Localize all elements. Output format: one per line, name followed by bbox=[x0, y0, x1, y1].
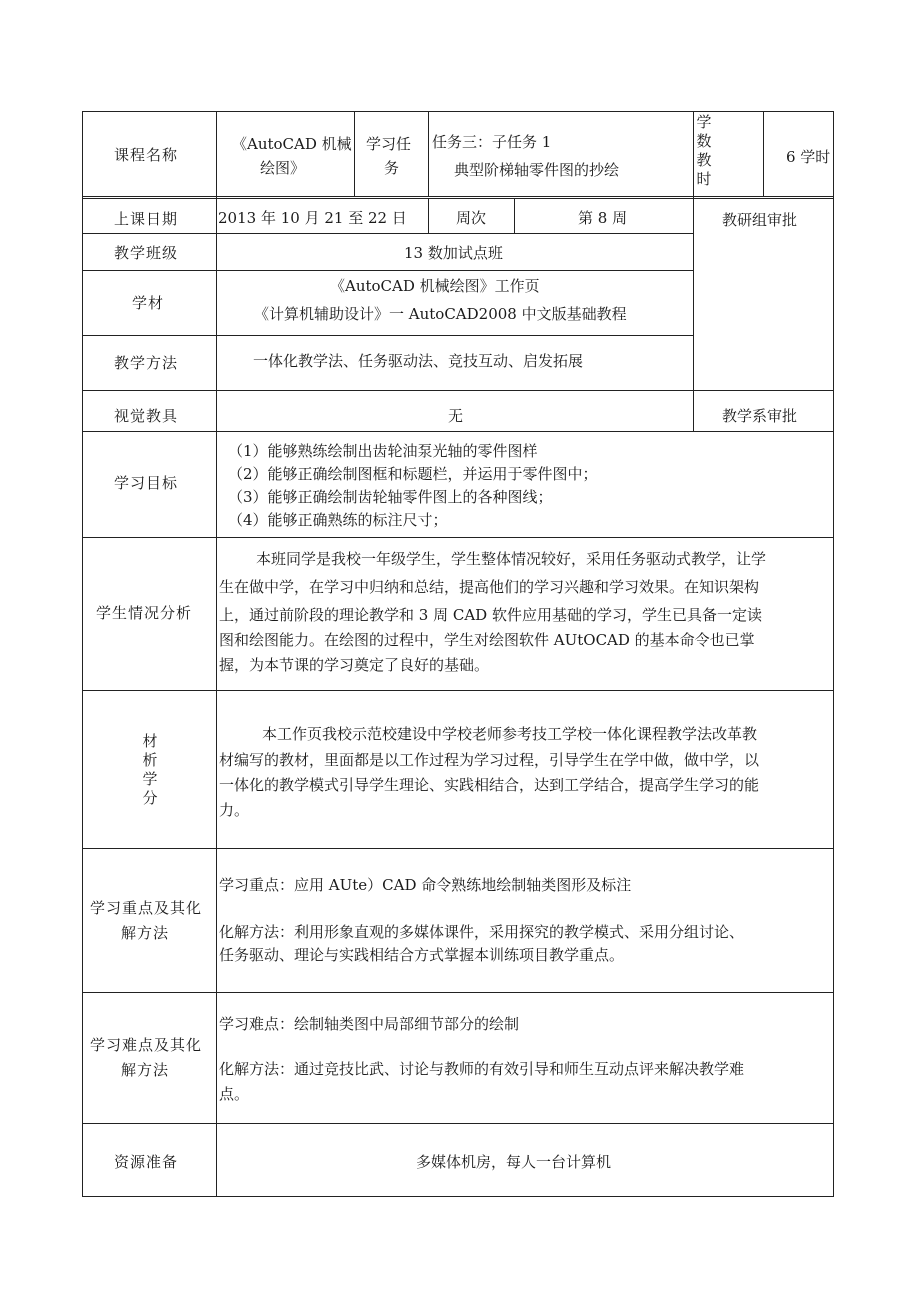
material-analysis-label: 材 析 学 分 bbox=[142, 732, 158, 807]
student-analysis-line: 本班同学是我校一年级学生，学生整体情况较好，采用任务驱动式教学，让学 bbox=[256, 550, 767, 568]
rule bbox=[82, 848, 834, 849]
hours-value: 6 学时 bbox=[786, 148, 831, 166]
material-analysis-line: 材编写的教材，里面都是以工作过程为学习过程，引导学生在学中做，做中学，以 bbox=[219, 751, 760, 769]
rule bbox=[82, 1196, 834, 1197]
material-label: 学材 bbox=[132, 294, 165, 312]
rule bbox=[833, 111, 834, 1197]
course-name-line1: 《AutoCAD 机械 bbox=[232, 135, 352, 153]
keypoint-method-line2: 任务驱动、理论与实践相结合方式掌握本训练项目教学重点。 bbox=[219, 946, 625, 964]
rule bbox=[354, 111, 355, 197]
difficulty-label-line2: 解方法 bbox=[121, 1061, 170, 1079]
difficulty-method-line2: 点。 bbox=[219, 1085, 250, 1103]
rule bbox=[82, 111, 83, 1197]
rule bbox=[82, 111, 834, 112]
material-line1: 《AutoCAD 机械绘图》工作页 bbox=[330, 277, 540, 295]
visual-aid-value: 无 bbox=[448, 407, 464, 425]
task-label-line1: 学习任 bbox=[366, 135, 412, 153]
rule bbox=[428, 111, 429, 197]
goal-item: （1）能够熟练绘制出齿轮油泵光轴的零件图样 bbox=[228, 442, 538, 460]
keypoint-label-line2: 解方法 bbox=[121, 924, 170, 942]
material-analysis-line: 本工作页我校示范校建设中学校老师参考技工学校一体化课程教学法改革教 bbox=[262, 725, 758, 743]
goal-item: （3）能够正确绘制齿轮轴零件图上的各种图线； bbox=[228, 488, 553, 506]
week-label: 周次 bbox=[456, 209, 487, 227]
student-analysis-line: 上，通过前阶段的理论教学和 3 周 CAD 软件应用基础的学习，学生已具备一定读 bbox=[219, 606, 762, 624]
keypoint-text: 学习重点：应用 AUte）CAD 命令熟练地绘制轴类图形及标注 bbox=[219, 876, 632, 894]
rule bbox=[82, 992, 834, 993]
rule bbox=[82, 196, 834, 197]
keypoint-method-line1: 化解方法：利用形象直观的多媒体课件，采用探究的教学模式、采用分组讨论、 bbox=[219, 923, 745, 941]
date-label: 上课日期 bbox=[114, 210, 179, 228]
student-analysis-line: 图和绘图能力。在绘图的过程中，学生对绘图软件 AUtOCAD 的基本命令也已掌 bbox=[219, 631, 755, 649]
difficulty-method-line1: 化解方法：通过竞技比武、讨论与教师的有效引导和师生互动点评来解决教学难 bbox=[219, 1060, 745, 1078]
student-analysis-line: 生在做中学，在学习中归纳和总结，提高他们的学习兴趣和学习效果。在知识架构 bbox=[219, 578, 760, 596]
rule bbox=[82, 690, 834, 691]
rule bbox=[82, 233, 694, 234]
week-value: 第 8 周 bbox=[578, 209, 628, 227]
task-label-line2: 务 bbox=[384, 159, 400, 177]
visual-aid-label: 视觉教具 bbox=[114, 407, 179, 425]
task-line2: 典型阶梯轴零件图的抄绘 bbox=[454, 161, 620, 179]
task-line1: 任务三：子任务 1 bbox=[432, 133, 552, 151]
class-label: 教学班级 bbox=[114, 244, 179, 262]
goal-item: （2）能够正确绘制图框和标题栏，并运用于零件图中； bbox=[228, 465, 598, 483]
student-analysis-label: 学生情况分析 bbox=[96, 604, 193, 622]
rule bbox=[82, 270, 694, 271]
rule bbox=[82, 335, 694, 336]
goals-label: 学习目标 bbox=[114, 474, 179, 492]
rule bbox=[763, 111, 764, 197]
method-value: 一体化教学法、任务驱动法、竞技互动、启发拓展 bbox=[253, 352, 584, 370]
hours-label: 学 数 教 时 bbox=[696, 113, 712, 188]
rule bbox=[514, 198, 515, 234]
student-analysis-line: 握，为本节课的学习奠定了良好的基础。 bbox=[219, 656, 490, 674]
rule bbox=[428, 198, 429, 234]
difficulty-label-line1: 学习难点及其化 bbox=[90, 1036, 203, 1054]
material-line2: 《计算机辅助设计》一 AutoCAD2008 中文版基础教程 bbox=[254, 305, 627, 323]
resource-value: 多媒体机房，每人一台计算机 bbox=[416, 1153, 612, 1171]
rule bbox=[82, 390, 834, 391]
rule bbox=[82, 431, 834, 432]
keypoint-label-line1: 学习重点及其化 bbox=[90, 899, 203, 917]
rule bbox=[82, 198, 834, 199]
date-value: 2013 年 10 月 21 至 22 日 bbox=[218, 209, 407, 227]
review-group-label: 教研组审批 bbox=[722, 211, 798, 229]
difficulty-text: 学习难点：绘制轴类图中局部细节部分的绘制 bbox=[219, 1015, 520, 1033]
goal-item: （4）能够正确熟练的标注尺寸； bbox=[228, 511, 448, 529]
rule bbox=[216, 111, 217, 1197]
material-analysis-line: 一体化的教学模式引导学生理论、实践相结合，达到工学结合，提高学生学习的能 bbox=[219, 776, 760, 794]
method-label: 教学方法 bbox=[114, 354, 179, 372]
course-name-label: 课程名称 bbox=[114, 146, 179, 164]
rule bbox=[82, 1123, 834, 1124]
course-name-line2: 绘图》 bbox=[260, 159, 306, 177]
rule bbox=[82, 537, 834, 538]
review-dept-label: 教学系审批 bbox=[722, 407, 798, 425]
class-value: 13 数加试点班 bbox=[404, 244, 503, 262]
resource-label: 资源准备 bbox=[114, 1153, 179, 1171]
material-analysis-line: 力。 bbox=[219, 801, 250, 819]
